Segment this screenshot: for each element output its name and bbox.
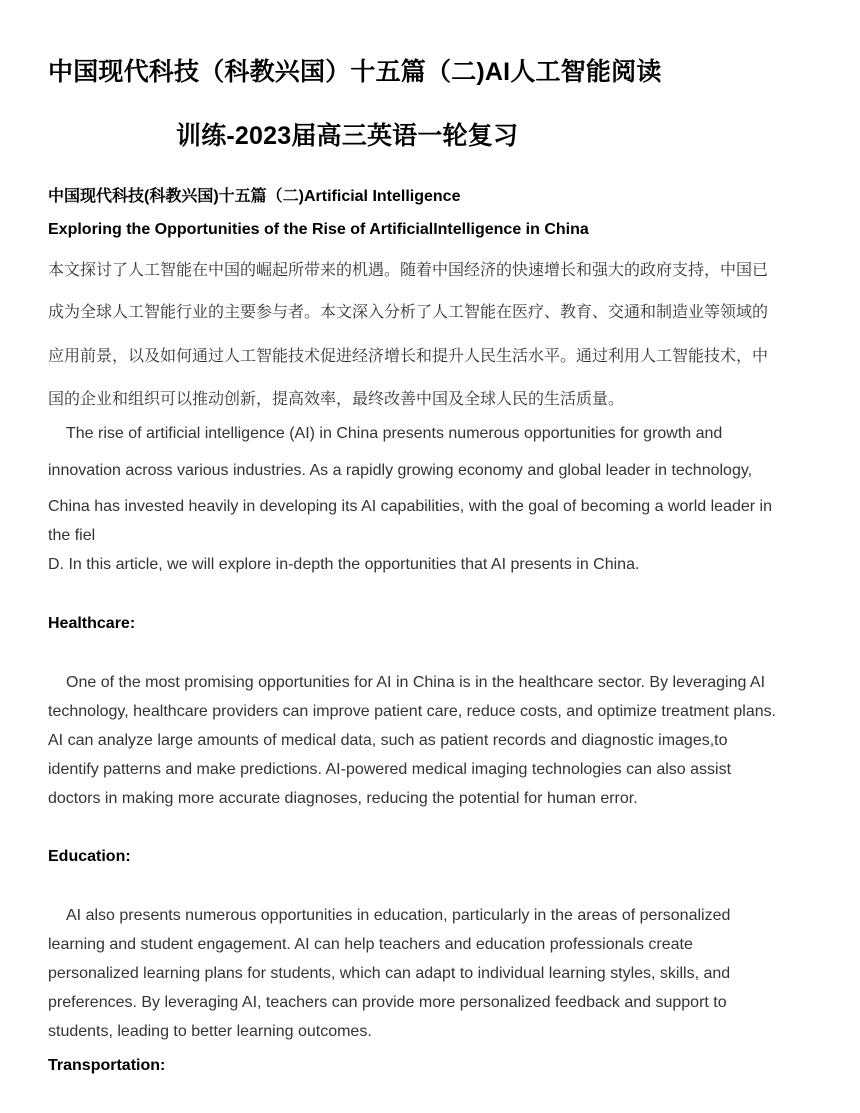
education-line: preferences. By leveraging AI, teachers can provide more personalized feedback and support to <box>48 994 727 1011</box>
education-line: students, leading to better learning outcomes. <box>48 1023 372 1040</box>
intro-line: innovation across various industries. As a rapidly growing economy and global leader in technology, <box>48 462 753 479</box>
healthcare-line: AI can analyze large amounts of medical data, such as patient records and diagnostic images,to <box>48 732 728 749</box>
intro-line: the fiel <box>48 527 96 544</box>
healthcare-line: identify patterns and make predictions. AI-powered medical imaging technologies can also assist <box>48 761 732 778</box>
intro-line: The rise of artificial intelligence (AI) in China presents numerous opportunities for growth and <box>66 425 723 442</box>
summary-line: 国的企业和组织可以推动创新，提高效率，最终改善中国及全球人民的生活质量。 <box>48 391 625 408</box>
education-line: learning and student engagement. AI can help teachers and education professionals create <box>48 936 693 953</box>
section-heading-education: Education: <box>48 848 131 865</box>
summary-line: 本文探讨了人工智能在中国的崛起所带来的机遇。随着中国经济的快速增长和强大的政府支持，中国已 <box>48 262 769 279</box>
document-title-line-1: 中国现代科技（科教兴国）十五篇（二)AI人工智能阅读 <box>48 58 662 86</box>
intro-line: D. In this article, we will explore in-depth the opportunities that AI presents in China. <box>48 556 640 573</box>
article-title: Exploring the Opportunities of the Rise of ArtificialIntelligence in China <box>48 221 589 238</box>
healthcare-line: One of the most promising opportunities for AI in China is in the healthcare sector. By leveraging AI <box>66 674 766 691</box>
section-heading-healthcare: Healthcare: <box>48 615 136 632</box>
healthcare-line: doctors in making more accurate diagnoses, reducing the potential for human error. <box>48 790 638 807</box>
healthcare-line: technology, healthcare providers can improve patient care, reduce costs, and optimize treatment plans. <box>48 703 777 720</box>
summary-line: 成为全球人工智能行业的主要参与者。本文深入分析了人工智能在医疗、教育、交通和制造业等领域的 <box>48 304 769 321</box>
document-subtitle: 中国现代科技(科教兴国)十五篇（二)Artificial Intelligence <box>48 188 461 205</box>
education-line: personalized learning plans for students, which can adapt to individual learning styles, skills, and <box>48 965 731 982</box>
section-heading-transportation: Transportation: <box>48 1057 166 1074</box>
intro-line: China has invested heavily in developing its AI capabilities, with the goal of becoming a world leader in <box>48 498 772 515</box>
document-title-line-2: 训练-2023届高三英语一轮复习 <box>176 122 519 150</box>
education-line: AI also presents numerous opportunities in education, particularly in the areas of personalized <box>66 907 731 924</box>
summary-line: 应用前景，以及如何通过人工智能技术促进经济增长和提升人民生活水平。通过利用人工智能技术，中 <box>48 348 769 365</box>
